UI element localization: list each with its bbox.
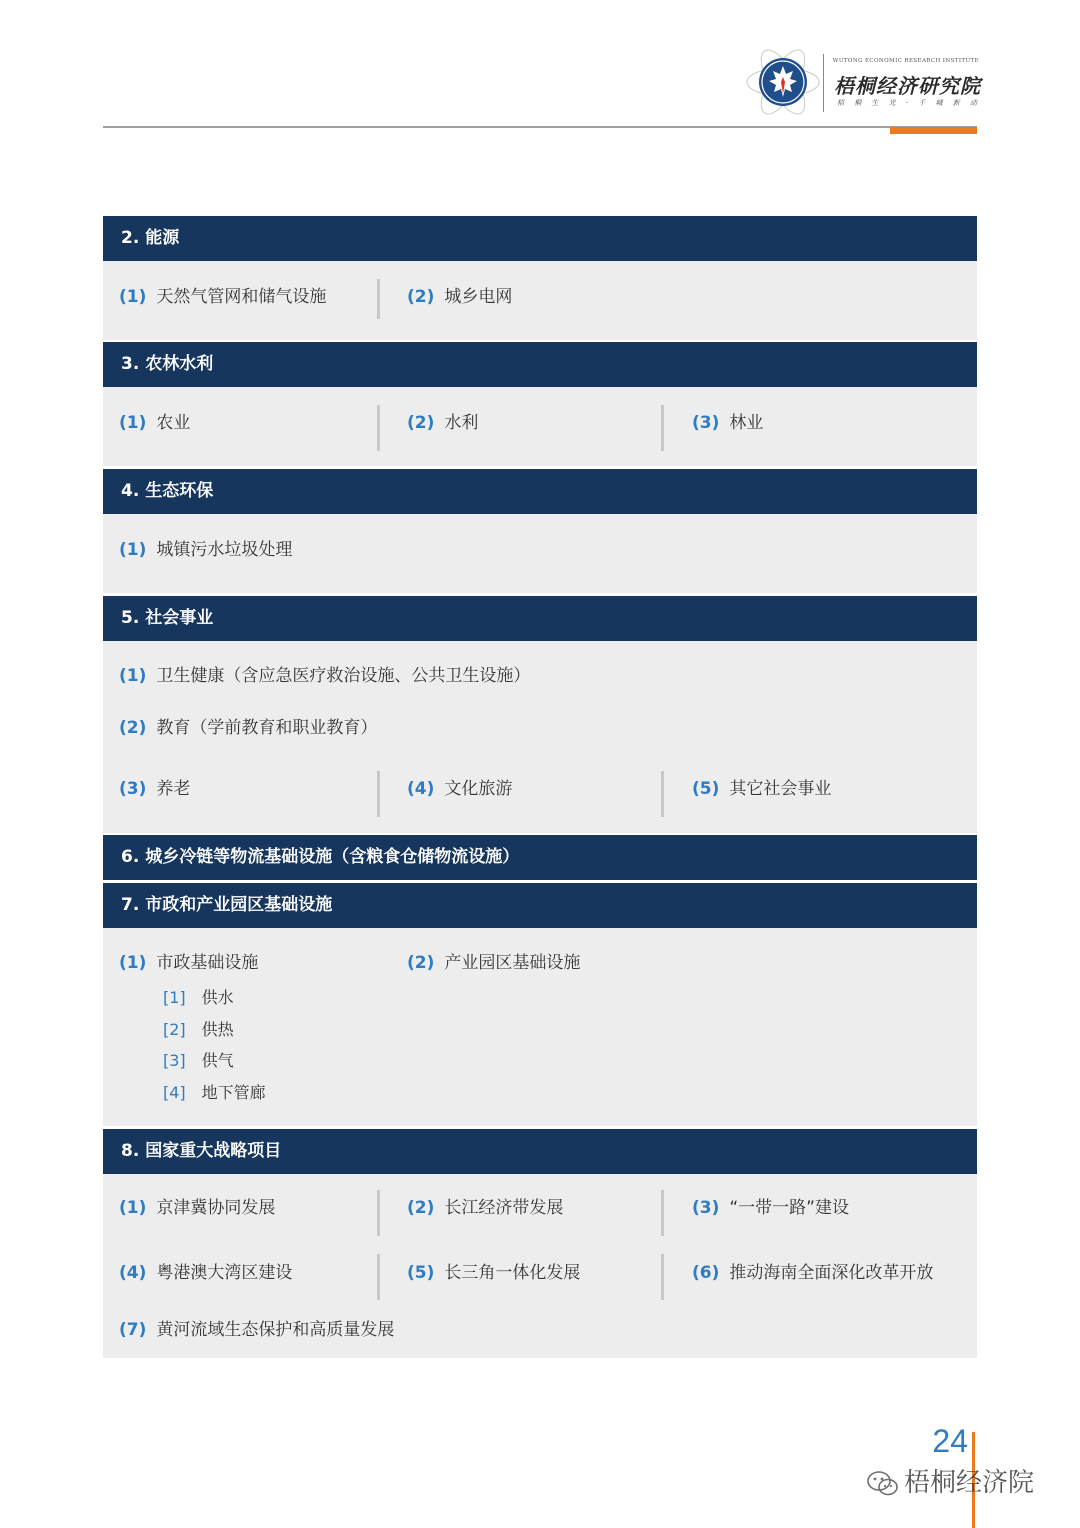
sub-item [163, 1049, 234, 1073]
sub-item [163, 1018, 234, 1042]
section-body-ecology [103, 514, 977, 593]
item-text: 城镇污水垃圾处理 [156, 540, 293, 560]
item-text: 其它社会事业 [729, 779, 832, 799]
column-divider [661, 405, 664, 451]
list-item [119, 776, 190, 802]
section-body-agriculture [103, 387, 977, 466]
section-body-municipal [103, 928, 977, 1126]
item-number: (1) [119, 666, 147, 686]
header-accent-bar [890, 127, 977, 134]
section-header-logistics: 6. 城乡冷链等物流基础设施（含粮食仓储物流设施） [103, 835, 977, 880]
section-header-social: 5. 社会事业 [103, 596, 977, 641]
item-number: (3) [119, 779, 147, 799]
institute-emblem-icon [745, 44, 821, 120]
section-header-agriculture: 3. 农林水利 [103, 342, 977, 387]
list-item [119, 410, 190, 436]
list-item [692, 1260, 933, 1286]
column-divider [661, 1190, 664, 1236]
section-body-strategy [103, 1174, 977, 1358]
list-item [692, 776, 831, 802]
item-number: (3) [692, 413, 720, 433]
header-rule [103, 126, 977, 128]
column-divider [661, 1254, 664, 1300]
column-divider [377, 405, 380, 451]
item-number: (5) [692, 779, 720, 799]
list-item [692, 1195, 849, 1221]
section-header-energy: 2. 能源 [103, 216, 977, 261]
item-text: 卫生健康（含应急医疗救治设施、公共卫生设施） [156, 666, 531, 686]
item-text: 林业 [729, 413, 764, 433]
institute-name-en: WUTONG ECONOMIC RESEARCH INSTITUTE [832, 58, 979, 64]
item-number: (6) [692, 1263, 720, 1283]
list-item [119, 537, 292, 563]
item-text: 养老 [156, 779, 191, 799]
section-header-ecology: 4. 生态环保 [103, 469, 977, 514]
column-divider [377, 1254, 380, 1300]
list-item [407, 1195, 563, 1221]
item-number: (2) [407, 413, 435, 433]
item-number: (1) [119, 287, 147, 307]
page-number: 24 [932, 1423, 968, 1459]
item-number: (5) [407, 1263, 435, 1283]
item-text: 农业 [156, 413, 191, 433]
sub-item-text: 供热 [201, 1020, 234, 1039]
item-number: (2) [407, 1198, 435, 1218]
sub-item-text: 供气 [201, 1051, 234, 1070]
item-number: (2) [119, 718, 147, 738]
institute-motto: 梧 桐 生 光 · 千 城 新 动 [836, 99, 981, 107]
institute-logo [745, 44, 985, 122]
list-item [407, 284, 512, 310]
column-divider [377, 279, 380, 319]
item-number: (1) [119, 540, 147, 560]
item-text: 京津冀协同发展 [156, 1198, 276, 1218]
item-text: 天然气管网和储气设施 [156, 287, 327, 307]
item-number: (2) [407, 953, 435, 973]
item-number: (1) [119, 413, 147, 433]
item-text: 黄河流域生态保护和高质量发展 [156, 1320, 395, 1340]
item-text: 水利 [444, 413, 479, 433]
sub-item-number: [2] [163, 1020, 186, 1039]
column-divider [377, 1190, 380, 1236]
section-body-energy [103, 261, 977, 340]
sub-item [163, 986, 234, 1010]
section-body-social [103, 641, 977, 833]
sub-item-number: [1] [163, 988, 186, 1007]
list-item [407, 1260, 580, 1286]
list-item [119, 950, 258, 976]
list-item [407, 410, 478, 436]
item-text: 粤港澳大湾区建设 [156, 1263, 293, 1283]
watermark-text: 梧桐经济院 [904, 1468, 1035, 1498]
item-text: 长三角一体化发展 [444, 1263, 581, 1283]
item-text: 城乡电网 [444, 287, 513, 307]
item-text: “一带一路”建设 [729, 1198, 849, 1218]
item-text: 产业园区基础设施 [444, 953, 581, 973]
column-divider [377, 771, 380, 817]
list-item [407, 776, 512, 802]
column-divider [661, 771, 664, 817]
list-item [119, 1195, 275, 1221]
sub-item-text: 地下管廊 [201, 1083, 266, 1102]
list-item [119, 284, 326, 310]
list-item [119, 1260, 292, 1286]
item-text: 推动海南全面深化改革开放 [729, 1263, 934, 1283]
section-header-municipal: 7. 市政和产业园区基础设施 [103, 883, 977, 928]
institute-name-cn: 梧桐经济研究院 [834, 74, 981, 98]
list-item [119, 663, 530, 689]
sub-item [163, 1081, 266, 1105]
item-text: 教育（学前教育和职业教育） [156, 718, 378, 738]
item-number: (7) [119, 1320, 147, 1340]
sub-item-number: [4] [163, 1083, 186, 1102]
wechat-icon [866, 1470, 900, 1498]
item-number: (3) [692, 1198, 720, 1218]
item-number: (1) [119, 953, 147, 973]
list-item [407, 950, 580, 976]
item-number: (2) [407, 287, 435, 307]
item-text: 市政基础设施 [156, 953, 259, 973]
list-item [119, 1317, 394, 1343]
sub-item-text: 供水 [201, 988, 234, 1007]
list-item [692, 410, 763, 436]
item-number: (4) [119, 1263, 147, 1283]
section-header-strategy: 8. 国家重大战略项目 [103, 1129, 977, 1174]
item-number: (4) [407, 779, 435, 799]
list-item [119, 715, 377, 741]
item-text: 长江经济带发展 [444, 1198, 564, 1218]
item-text: 文化旅游 [444, 779, 513, 799]
sub-item-number: [3] [163, 1051, 186, 1070]
item-number: (1) [119, 1198, 147, 1218]
wechat-watermark [866, 1462, 1034, 1498]
